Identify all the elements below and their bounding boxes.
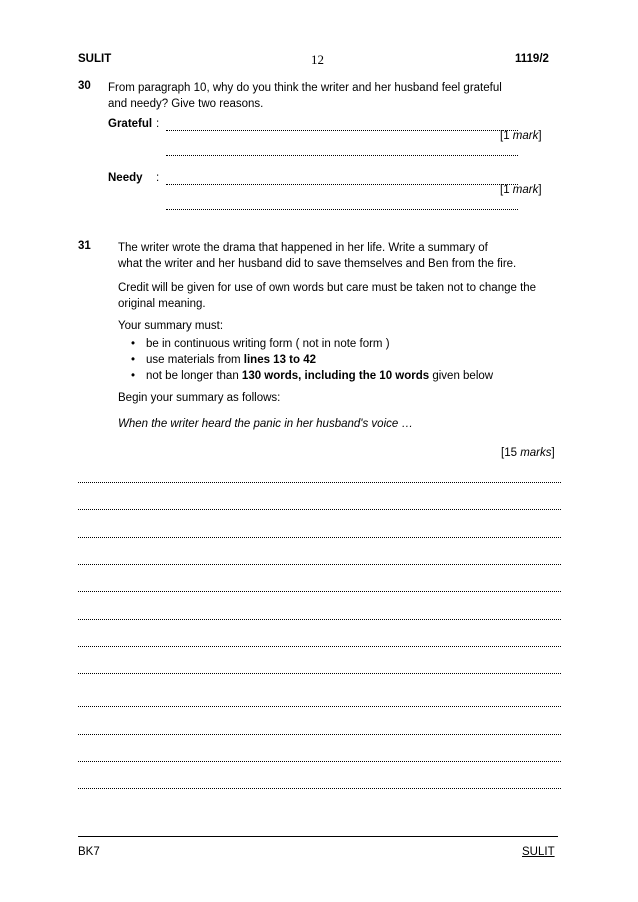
marks-word: marks: [520, 447, 552, 459]
marks-prefix: [15: [501, 447, 521, 459]
answer-line[interactable]: [78, 734, 561, 735]
question-30-line-1: From paragraph 10, why do you think the writer and her husband feel grateful: [108, 82, 502, 94]
question-31-number: 31: [78, 240, 91, 252]
needy-mark: [500, 184, 542, 196]
begin-instruction: Begin your summary as follows:: [118, 392, 281, 404]
needy-answer-line-2[interactable]: [166, 209, 518, 210]
answer-line[interactable]: [78, 673, 561, 674]
question-31-marks: [501, 447, 555, 459]
question-30-text: [108, 80, 502, 112]
question-31-text: [118, 240, 516, 272]
answer-line[interactable]: [78, 564, 561, 565]
answer-line[interactable]: [78, 619, 561, 620]
answer-line[interactable]: [78, 706, 561, 707]
grateful-mark-word: mark: [512, 130, 539, 142]
credit-note: [118, 280, 536, 312]
grateful-mark-prefix: [1: [500, 130, 513, 142]
grateful-mark: [500, 130, 542, 142]
requirement-item: [118, 368, 493, 384]
footer-code: BK7: [78, 846, 100, 858]
marks-suffix: ]: [551, 447, 555, 459]
header-sulit: SULIT: [78, 53, 112, 65]
requirement-2-bold: lines 13 to 42: [243, 354, 317, 366]
requirement-3-tail: given below: [429, 370, 494, 382]
credit-note-line-2: original meaning.: [118, 298, 206, 310]
grateful-mark-suffix: ]: [538, 130, 542, 142]
summary-requirements-list: [118, 336, 493, 384]
grateful-colon: :: [156, 118, 160, 130]
answer-line[interactable]: [78, 537, 561, 538]
needy-mark-word: mark: [512, 184, 539, 196]
question-31-line-1: The writer wrote the drama that happened in her life. Write a summary of: [118, 242, 488, 254]
answer-line[interactable]: [78, 509, 561, 510]
requirement-2-text: use materials from: [146, 354, 244, 366]
grateful-label: Grateful: [108, 118, 153, 130]
requirement-1-text: be in continuous writing form ( not in note form ): [146, 338, 390, 350]
requirement-3-bold: 130 words, including the 10 words: [241, 370, 430, 382]
grateful-answer-line-1[interactable]: [166, 130, 518, 131]
answer-line[interactable]: [78, 591, 561, 592]
requirement-item: [118, 336, 493, 352]
footer-rule: [78, 836, 558, 837]
credit-note-line-1: Credit will be given for use of own words but care must be taken not to change the: [118, 282, 537, 294]
needy-mark-prefix: [1: [500, 184, 513, 196]
answer-line[interactable]: [78, 646, 561, 647]
needy-label: Needy: [108, 172, 143, 184]
question-30-line-2: and needy? Give two reasons.: [108, 98, 264, 110]
summary-requirements-heading: Your summary must:: [118, 320, 224, 332]
answer-line[interactable]: [78, 788, 561, 789]
question-31-line-2: what the writer and her husband did to save themselves and Ben from the fire.: [118, 258, 517, 270]
grateful-answer-line-2[interactable]: [166, 155, 518, 156]
page-number: 12: [311, 52, 324, 67]
needy-colon: :: [156, 172, 160, 184]
answer-line[interactable]: [78, 761, 561, 762]
requirement-item: [118, 352, 493, 368]
answer-line[interactable]: [78, 482, 561, 483]
footer-sulit: SULIT: [522, 846, 555, 858]
paper-code: 1119/2: [515, 53, 549, 65]
question-30-number: 30: [78, 80, 91, 92]
summary-opening: When the writer heard the panic in her husband's voice …: [118, 418, 413, 430]
needy-answer-line-1[interactable]: [166, 184, 518, 185]
needy-mark-suffix: ]: [538, 184, 542, 196]
requirement-3-text: not be longer than: [146, 370, 242, 382]
